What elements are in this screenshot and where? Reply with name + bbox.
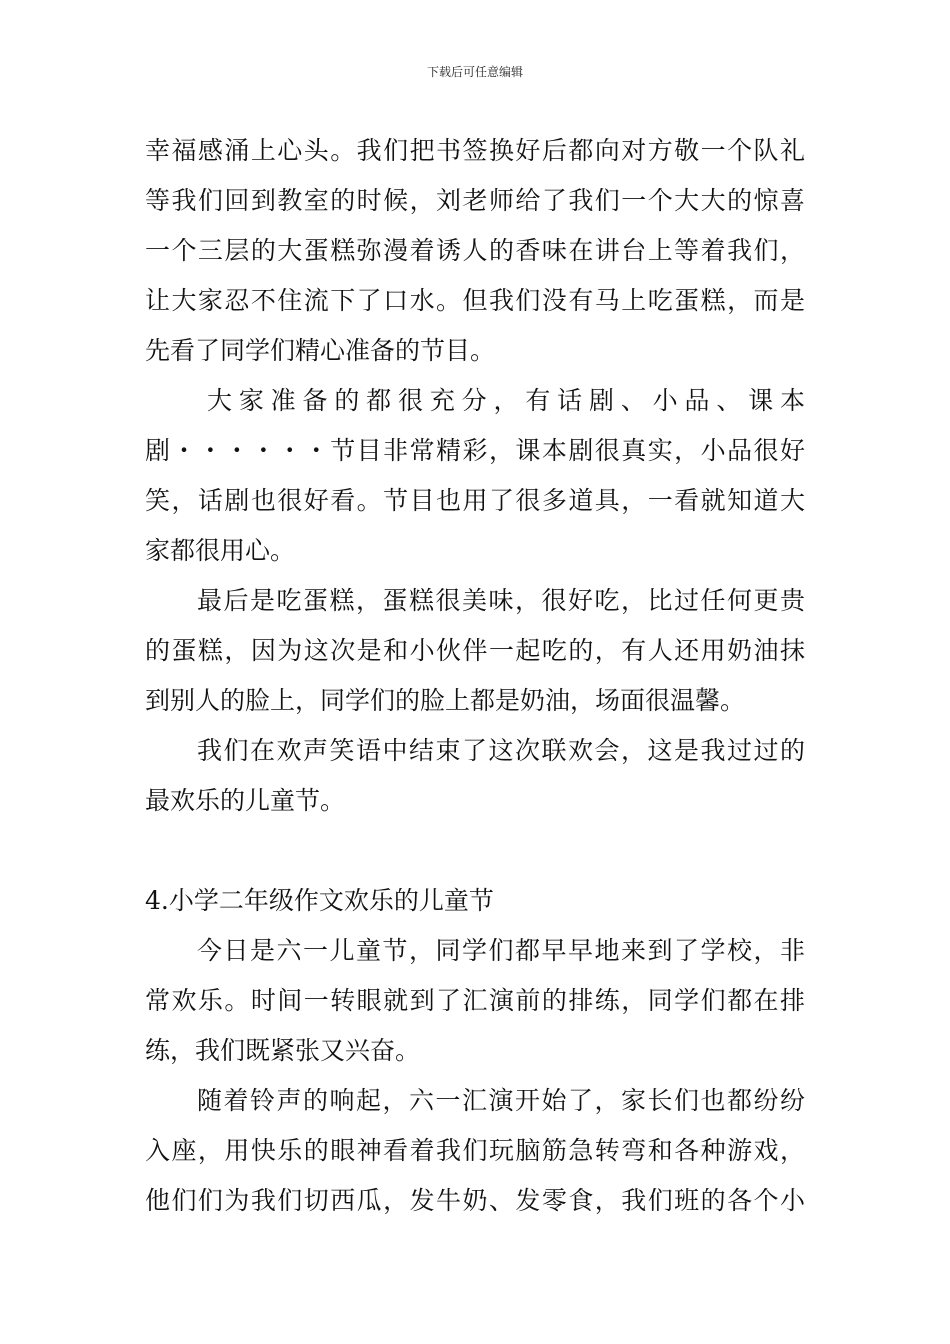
paragraph-line: 最后是吃蛋糕，蛋糕很美味，很好吃，比过任何更贵: [197, 586, 805, 615]
paragraph-line: 到别人的脸上，同学们的脸上都是奶油，场面很温馨。: [145, 686, 746, 715]
paragraph-line: 先看了同学们精心准备的节目。: [145, 336, 496, 365]
paragraph-line: 大家准备的都很充分，有话剧、小品、课本: [207, 386, 805, 415]
paragraph-line: 今日是六一儿童节，同学们都早早地来到了学校，非: [197, 936, 805, 965]
paragraph-line: 最欢乐的儿童节。: [145, 786, 346, 815]
paragraph-line: 练，我们既紧张又兴奋。: [145, 1036, 421, 1065]
paragraph-line: 随着铃声的响起，六一汇演开始了，家长们也都纷纷: [197, 1086, 805, 1115]
paragraph-line: 幸福感涌上心头。我们把书签换好后都向对方敬一个队礼: [145, 136, 805, 165]
paragraph-line: 笑，话剧也很好看。节目也用了很多道具，一看就知道大: [145, 486, 805, 515]
paragraph-line: 家都很用心。: [145, 536, 296, 565]
paragraph-line: 等我们回到教室的时候，刘老师给了我们一个大大的惊喜: [145, 186, 805, 215]
paragraph-line: 他们们为我们切西瓜，发牛奶、发零食，我们班的各个小: [145, 1186, 805, 1215]
paragraph-line: 的蛋糕，因为这次是和小伙伴一起吃的，有人还用奶油抹: [145, 636, 805, 665]
paragraph-line: 入座，用快乐的眼神看着我们玩脑筋急转弯和各种游戏，: [145, 1136, 805, 1165]
paragraph-line: 我们在欢声笑语中结束了这次联欢会，这是我过过的: [197, 736, 805, 765]
section-heading: 4.小学二年级作文欢乐的儿童节: [145, 886, 494, 915]
paragraph-line: 让大家忍不住流下了口水。但我们没有马上吃蛋糕，而是: [145, 286, 805, 315]
page-header: 下载后可任意编辑: [426, 65, 523, 79]
paragraph-line: 常欢乐。时间一转眼就到了汇演前的排练，同学们都在排: [145, 986, 805, 1015]
paragraph-line: 剧・・・・・・节目非常精彩，课本剧很真实，小品很好: [145, 436, 805, 465]
paragraph-line: 一个三层的大蛋糕弥漫着诱人的香味在讲台上等着我们，: [145, 236, 805, 265]
